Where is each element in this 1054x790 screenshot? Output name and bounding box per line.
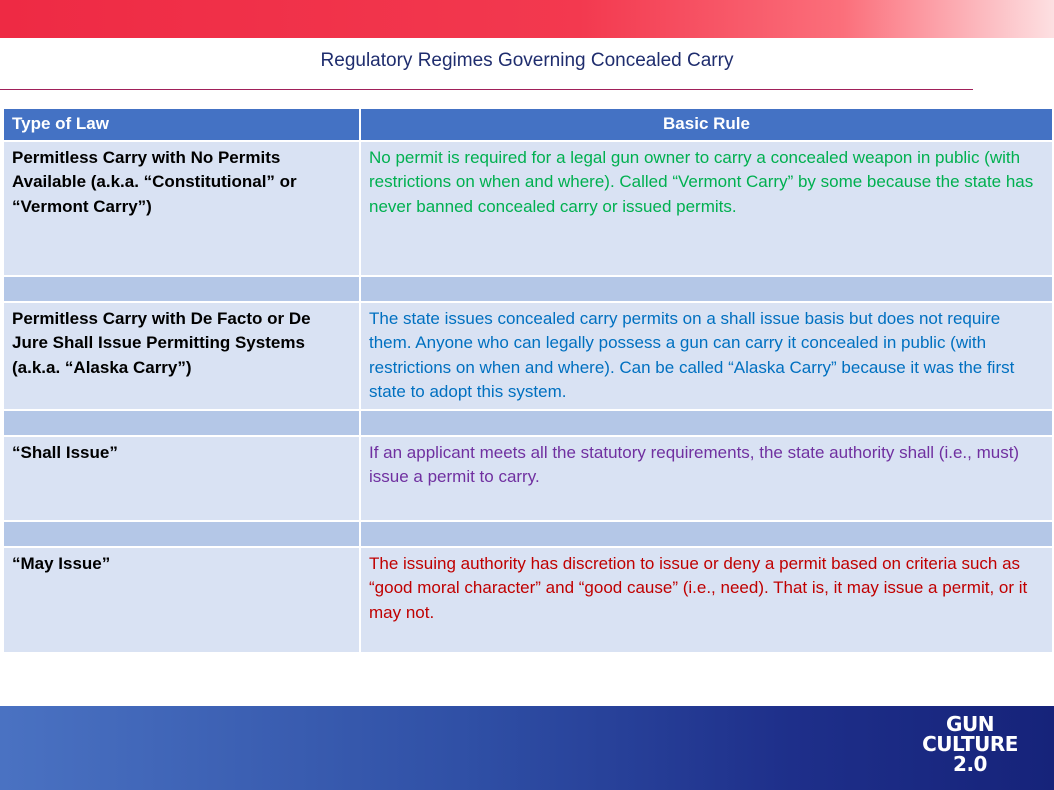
law-cell: “May Issue” xyxy=(3,547,360,653)
logo-line-version: 2.0 xyxy=(953,752,987,776)
table-row xyxy=(3,547,1053,653)
title-divider xyxy=(0,89,973,90)
table-row xyxy=(3,141,1053,276)
rule-cell: The issuing authority has discretion to issue or deny a permit based on criteria such as “good moral character” and “good cause” (i.e., need). That is, it may issue a permit, or it may not. xyxy=(360,547,1053,653)
slide-title: Regulatory Regimes Governing Concealed Carry xyxy=(320,50,734,71)
rule-cell: If an applicant meets all the statutory requirements, the state authority shall (i.e., must) issue a permit to carry. xyxy=(360,436,1053,521)
law-cell: Permitless Carry with De Facto or De Jure Shall Issue Permitting Systems (a.k.a. “Alaska Carry”) xyxy=(3,302,360,410)
gun-culture-logo xyxy=(922,714,1018,774)
header-basic-rule: Basic Rule xyxy=(360,108,1053,141)
spacer-row xyxy=(3,276,1053,302)
table-row xyxy=(3,302,1053,410)
law-cell: “Shall Issue” xyxy=(3,436,360,521)
bottom-decorative-band xyxy=(0,706,1054,790)
spacer-row xyxy=(3,521,1053,547)
regimes-table xyxy=(2,107,1054,654)
logo-line-culture: CULTURE xyxy=(922,732,1018,756)
table-header-row xyxy=(3,108,1053,141)
spacer-row xyxy=(3,410,1053,436)
rule-cell: The state issues concealed carry permits on a shall issue basis but does not require them. Anyone who can legally possess a gun can carry it concealed in public (with restrictions on when and where). Can be called “Alaska Carry” because it was the first state to adopt this system. xyxy=(360,302,1053,410)
law-cell: Permitless Carry with No Permits Available (a.k.a. “Constitutional” or “Vermont Carry”) xyxy=(3,141,360,276)
logo-line-gun: GUN xyxy=(946,712,994,736)
table-row xyxy=(3,436,1053,521)
header-type-of-law: Type of Law xyxy=(3,108,360,141)
top-decorative-band xyxy=(0,0,1054,38)
rule-cell: No permit is required for a legal gun owner to carry a concealed weapon in public (with restrictions on when and where). Called “Vermont Carry” by some because the state has never banned concealed carry or issued permits. xyxy=(360,141,1053,276)
